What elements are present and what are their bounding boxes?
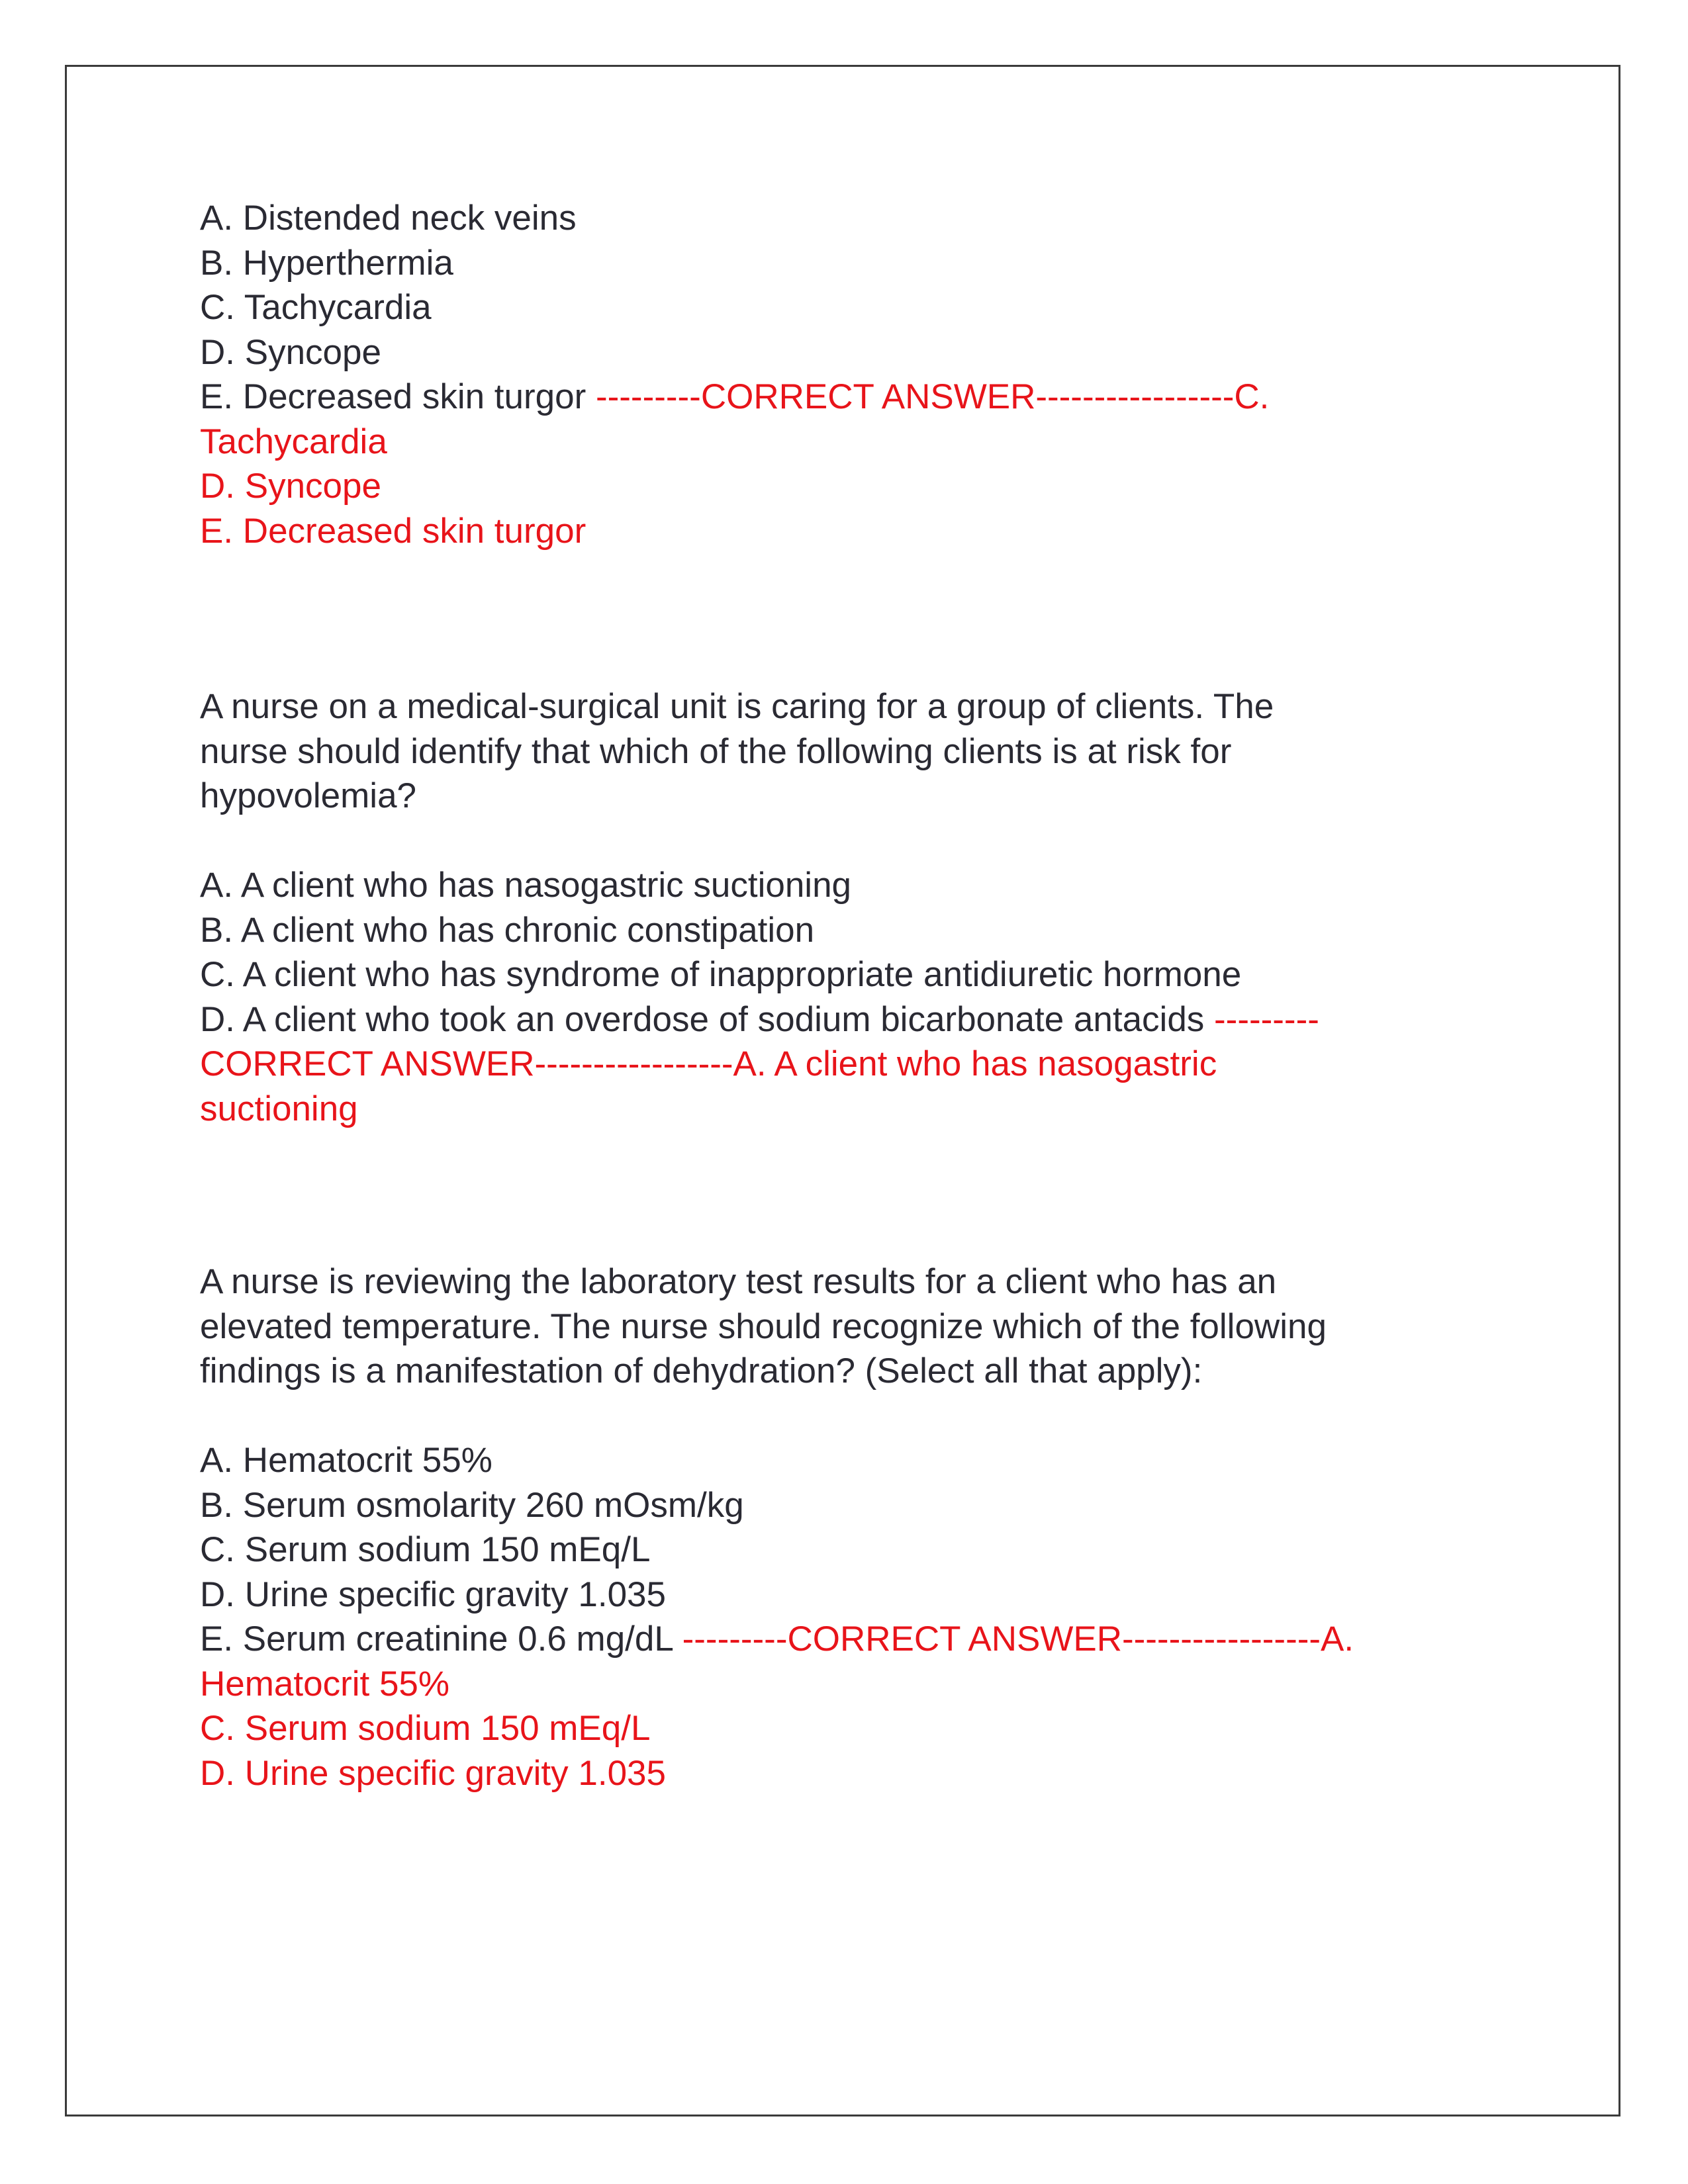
answer-line: D. Urine specific gravity 1.035 [200,1753,667,1793]
option-line: C. A client who has syndrome of inappropriate antidiuretic hormone [200,955,1242,994]
correct-answer-marker: ---------CORRECT ANSWER-----------------A. [682,1619,1354,1659]
option-line: A. A client who has nasogastric suctioning [200,866,852,905]
correct-answer-marker: ---------CORRECT ANSWER-----------------C. [595,377,1270,416]
answer-line: E. Decreased skin turgor [200,511,586,551]
option-line: D. Syncope [200,332,381,372]
option-line: D. Urine specific gravity 1.035 [200,1574,667,1614]
option-line: C. Tachycardia [200,288,432,327]
option-line-with-answer [200,375,1491,420]
question-text-line: findings is a manifestation of dehydration? (Select all that apply): [200,1351,1203,1390]
answer-line: Tachycardia [200,422,387,461]
answer-line: Hematocrit 55% [200,1664,450,1704]
answer-line: D. Syncope [200,467,381,506]
answer-line: C. Serum sodium 150 mEq/L [200,1709,651,1748]
answer-line: suctioning [200,1089,358,1128]
question-text-line: elevated temperature. The nurse should recognize which of the following [200,1306,1327,1346]
option-line: B. A client who has chronic constipation [200,910,815,950]
correct-answer-marker: --------- [1214,999,1319,1039]
question-1 [200,196,1491,553]
option-line-with-answer [200,997,1491,1042]
option-line: C. Serum sodium 150 mEq/L [200,1530,651,1569]
option-text: E. Decreased skin turgor [200,377,596,416]
option-line-with-answer [200,1617,1491,1662]
option-line: B. Serum osmolarity 260 mOsm/kg [200,1485,744,1525]
spacer [200,1394,1491,1439]
spacer [200,819,1491,864]
question-3 [200,1259,1491,1796]
option-text: E. Serum creatinine 0.6 mg/dL [200,1619,682,1659]
question-text-line: A nurse on a medical-surgical unit is caring for a group of clients. The [200,687,1274,726]
option-text: D. A client who took an overdose of sodium bicarbonate antacids [200,999,1215,1039]
question-text-line: nurse should identify that which of the following clients is at risk for [200,731,1232,771]
option-line: B. Hyperthermia [200,243,453,283]
question-2 [200,684,1491,1131]
question-text-line: hypovolemia? [200,776,417,815]
question-text-line: A nurse is reviewing the laboratory test results for a client who has an [200,1262,1277,1301]
option-line: A. Hematocrit 55% [200,1441,492,1480]
option-line: A. Distended neck veins [200,199,577,238]
answer-line: CORRECT ANSWER-----------------A. A client who has nasogastric [200,1044,1217,1083]
